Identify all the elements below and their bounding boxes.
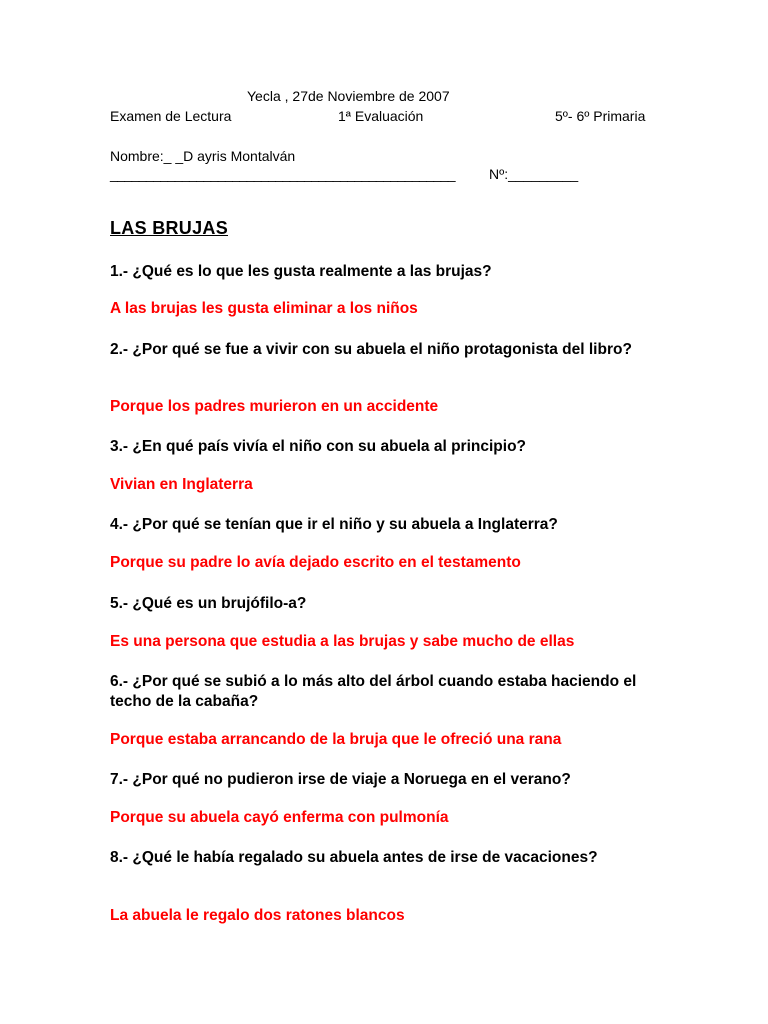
number-field: Nº:_________: [489, 166, 579, 182]
question-5: 5.- ¿Qué es un brujófilo-a?: [110, 595, 307, 612]
answer-1: A las brujas les gusta eliminar a los niños: [110, 300, 418, 317]
question-8: 8.- ¿Qué le había regalado su abuela antes de irse de vacaciones?: [110, 849, 598, 866]
answer-7: Porque su abuela cayó enferma con pulmonía: [110, 809, 449, 826]
question-7: 7.- ¿Por qué no pudieron irse de viaje a Noruega en el verano?: [110, 771, 571, 788]
question-2: 2.- ¿Por qué se fue a vivir con su abuela el niño protagonista del libro?: [110, 341, 632, 358]
answer-6: Porque estaba arrancando de la bruja que le ofreció una rana: [110, 731, 562, 748]
question-6: 6.- ¿Por qué se subió a lo más alto del árbol cuando estaba haciendo el techo de la cabaña?: [110, 673, 637, 710]
blank-rule: ________________________________________________: [110, 166, 455, 182]
answer-2: Porque los padres murieron en un accidente: [110, 398, 439, 415]
answer-8: La abuela le regalo dos ratones blancos: [110, 907, 405, 924]
evaluation: 1ª Evaluación: [338, 108, 424, 124]
exam-name: Examen de Lectura: [110, 108, 232, 124]
document-title: LAS BRUJAS: [110, 218, 229, 238]
place-date: Yecla , 27de Noviembre de 2007: [247, 88, 450, 104]
student-name: Nombre:_ _D ayris Montalván: [110, 148, 296, 164]
question-4: 4.- ¿Por qué se tenían que ir el niño y su abuela a Inglaterra?: [110, 516, 558, 533]
answer-5: Es una persona que estudia a las brujas y sabe mucho de ellas: [110, 633, 575, 650]
grade: 5º- 6º Primaria: [555, 108, 646, 124]
question-1: 1.- ¿Qué es lo que les gusta realmente a las brujas?: [110, 263, 492, 280]
question-3: 3.- ¿En qué país vivía el niño con su abuela al principio?: [110, 438, 527, 455]
answer-3: Vivian en Inglaterra: [110, 476, 253, 493]
answer-4: Porque su padre lo avía dejado escrito en el testamento: [110, 554, 521, 571]
